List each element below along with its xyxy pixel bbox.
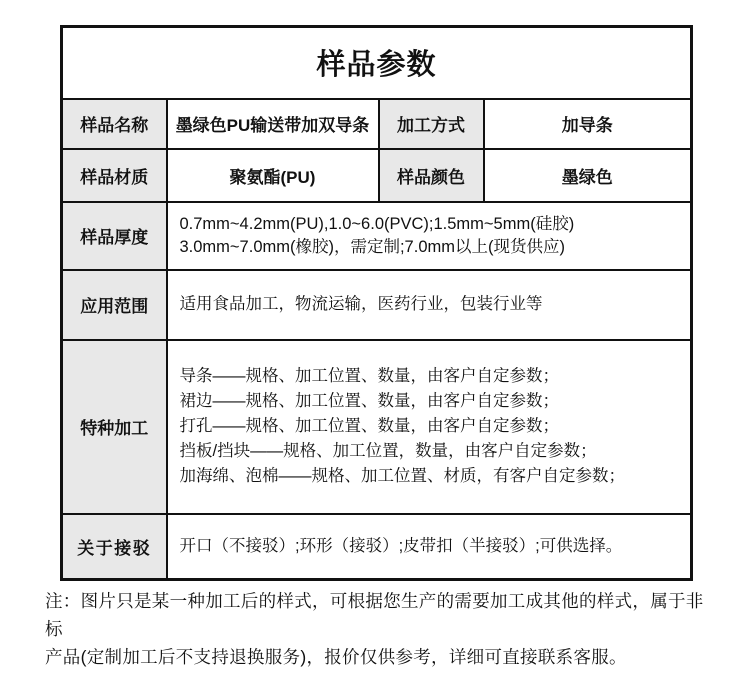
special-process-line: 裙边——规格、加工位置、数量，由客户自定参数； bbox=[179, 392, 559, 410]
splicing-line: 开口（不接驳）;环形（接驳）;皮带扣（半接驳）;可供选择。 bbox=[179, 536, 623, 555]
value-special-process bbox=[167, 340, 692, 514]
special-process-line: 打孔——规格、加工位置、数量，由客户自定参数； bbox=[179, 417, 559, 435]
table-title-row bbox=[62, 27, 692, 99]
footer-note-line: 注：图片只是某一种加工后的样式，可根据您生产的需要加工成其他的样式，属于非标 bbox=[45, 591, 704, 639]
table-row-special-process bbox=[62, 340, 692, 514]
table-row-splicing bbox=[62, 514, 692, 580]
special-process-line: 导条——规格、加工位置、数量，由客户自定参数； bbox=[179, 367, 559, 385]
special-process-line: 挡板/挡块——规格、加工位置，数量，由客户自定参数； bbox=[179, 442, 597, 460]
label-special-process: 特种加工 bbox=[62, 340, 167, 514]
value-application bbox=[167, 270, 692, 340]
label-sample-color: 样品颜色 bbox=[379, 149, 484, 202]
special-process-line: 加海绵、泡棉——规格、加工位置、材质，有客户自定参数； bbox=[179, 467, 625, 485]
table-row-sample-material bbox=[62, 149, 692, 202]
value-sample-color: 墨绿色 bbox=[484, 149, 692, 202]
table-row-sample-name bbox=[62, 99, 692, 149]
label-application: 应用范围 bbox=[62, 270, 167, 340]
table-row-thickness bbox=[62, 202, 692, 270]
footer-note-line: 产品(定制加工后不支持退换服务)，报价仅供参考，详细可直接联系客服。 bbox=[45, 647, 627, 667]
label-sample-name: 样品名称 bbox=[62, 99, 167, 149]
label-thickness: 样品厚度 bbox=[62, 202, 167, 270]
footer-note bbox=[45, 587, 720, 671]
thickness-line: 3.0mm~7.0mm(橡胶)，需定制;7.0mm以上(现货供应) bbox=[179, 237, 565, 256]
label-sample-material: 样品材质 bbox=[62, 149, 167, 202]
value-sample-name: 墨绿色PU输送带加双导条 bbox=[167, 99, 379, 149]
thickness-line: 0.7mm~4.2mm(PU),1.0~6.0(PVC);1.5mm~5mm(硅胶) bbox=[179, 214, 575, 233]
value-splicing bbox=[167, 514, 692, 580]
label-process-method: 加工方式 bbox=[379, 99, 484, 149]
application-line: 适用食品加工，物流运输，医药行业，包装行业等 bbox=[179, 295, 543, 313]
value-process-method: 加导条 bbox=[484, 99, 692, 149]
spec-table bbox=[60, 25, 693, 581]
value-sample-material: 聚氨酯(PU) bbox=[167, 149, 379, 202]
page-title: 样品参数 bbox=[62, 27, 692, 99]
value-thickness bbox=[167, 202, 692, 270]
table-row-application bbox=[62, 270, 692, 340]
label-splicing: 关于接驳 bbox=[62, 514, 167, 580]
